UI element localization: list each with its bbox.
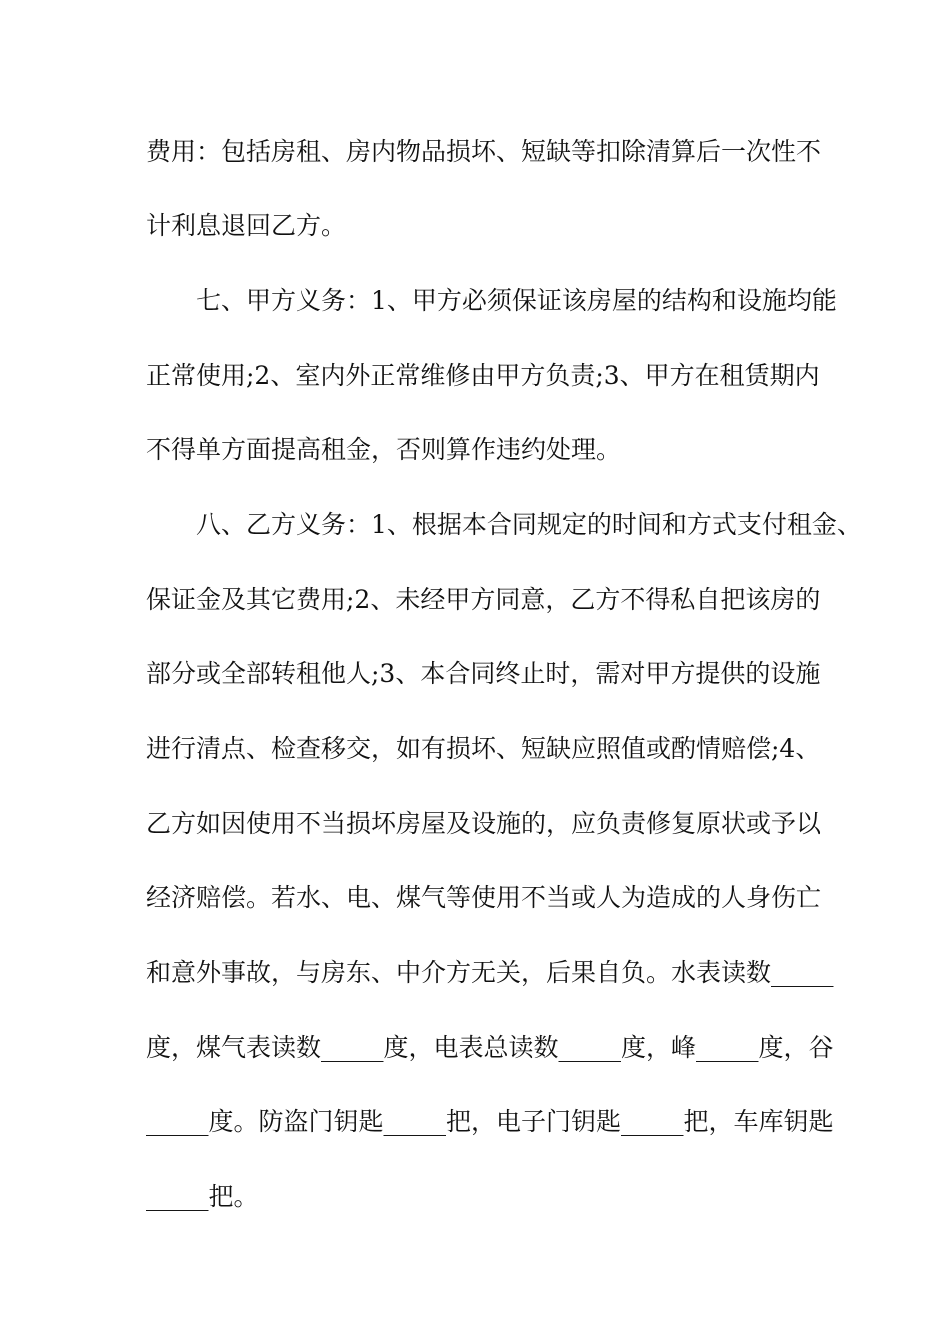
text-line: 正常使用;2、室内外正常维修由甲方负责;3、甲方在租赁期内 [146,361,820,390]
paragraph-seven-start: 七、甲方义务：1、甲方必须保证该房屋的结构和设施均能 [196,286,837,315]
text-line: _____度。防盗门钥匙_____把，电子门钥匙_____把，车库钥匙 [146,1107,834,1136]
text-line: 保证金及其它费用;2、未经甲方同意，乙方不得私自把该房的 [146,585,821,614]
text-line: _____把。 [146,1182,259,1211]
text-line: 费用：包括房租、房内物品损坏、短缺等扣除清算后一次性不 [146,137,822,166]
text-line: 度，煤气表读数_____度，电表总读数_____度，峰_____度，谷 [146,1033,834,1062]
paragraph-eight-start: 八、乙方义务：1、根据本合同规定的时间和方式支付租金、 [196,510,862,539]
text-line: 不得单方面提高租金，否则算作违约处理。 [146,435,622,464]
text-line: 乙方如因使用不当损坏房屋及设施的，应负责修复原状或予以 [146,809,822,838]
text-line: 计利息退回乙方。 [146,211,347,240]
text-line: 和意外事故，与房东、中介方无关，后果自负。水表读数_____ [146,958,834,987]
text-line: 部分或全部转租他人;3、本合同终止时，需对甲方提供的设施 [146,659,821,688]
text-line: 经济赔偿。若水、电、煤气等使用不当或人为造成的人身伤亡 [146,883,822,912]
text-line: 进行清点、检查移交，如有损坏、短缺应照值或酌情赔偿;4、 [146,734,821,763]
